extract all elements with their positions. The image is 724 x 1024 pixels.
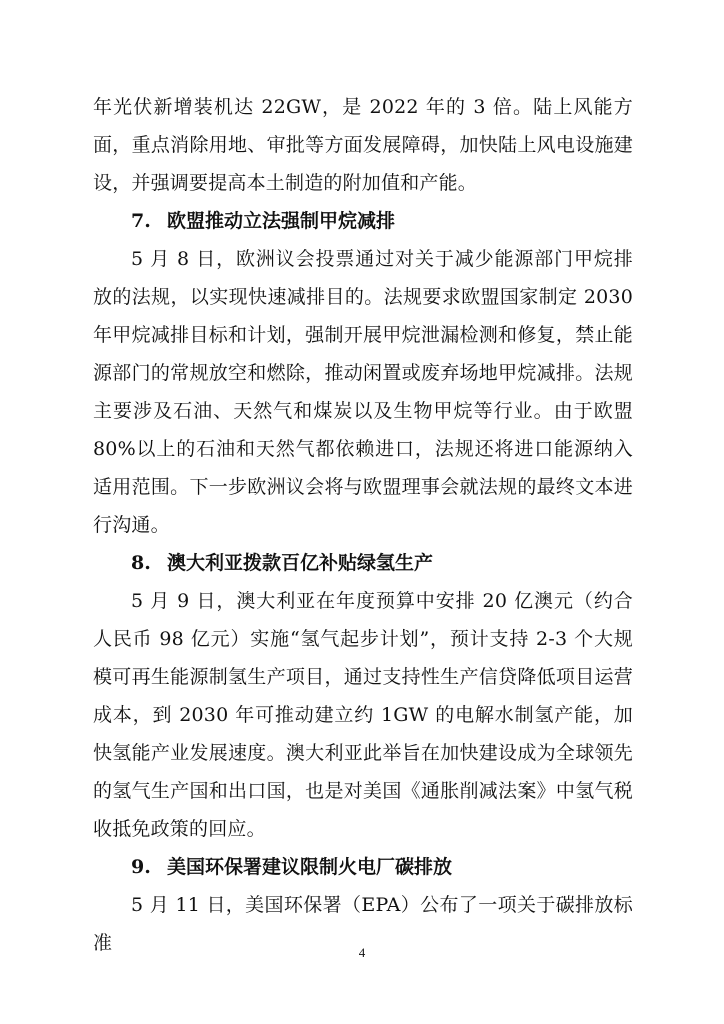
section-title: 美国环保署建议限制火电厂碳排放 — [167, 856, 453, 878]
paragraph-section-7: 5 月 8 日，欧洲议会投票通过对关于减少能源部门甲烷排放的法规，以实现快速减排目的。法规要求欧盟国家制定 2030 年甲烷减排目标和计划，强制开展甲烷泄漏检测和修复，禁止能源部门的常规放空和燃除，推动闲置或废弃场地甲烷减排。法规主要涉及石油、天然气和煤炭以及生物甲烷等行业。由于欧盟 80%以上的石油和天然气都依赖进口，法规还将进口能源纳入适用范围。下一步欧洲议会将与欧盟理事会就法规的最终文本进行沟通。 — [93, 248, 633, 536]
section-number: 9. — [131, 856, 151, 878]
page-number: 4 — [358, 945, 366, 960]
page-content — [93, 88, 633, 962]
section-heading-8 — [93, 544, 633, 582]
section-title: 澳大利亚拨款百亿补贴绿氢生产 — [167, 552, 434, 574]
section-heading-7 — [93, 202, 633, 240]
section-heading-9 — [93, 848, 633, 886]
paragraph-section-9: 5 月 11 日，美国环保署（EPA）公布了一项关于碳排放标准 — [93, 894, 633, 954]
paragraph-section-8: 5 月 9 日，澳大利亚在年度预算中安排 20 亿澳元（约合人民币 98 亿元）实施“氢气起步计划”，预计支持 2-3 个大规模可再生能源制氢生产项目，通过支持性生产信贷降低项目运营成本，到 2030 年可推动建立约 1GW 的电解水制氢产能，加快氢能产业发展速度。澳大利亚此举旨在加快建设成为全球领先的氢气生产国和出口国，也是对美国《通胀削减法案》中氢气税收抵免政策的回应。 — [93, 590, 633, 840]
section-number: 7. — [131, 210, 151, 232]
section-title: 欧盟推动立法强制甲烷减排 — [167, 210, 396, 232]
section-number: 8. — [131, 552, 151, 574]
paragraph-continuation: 年光伏新增装机达 22GW，是 2022 年的 3 倍。陆上风能方面，重点消除用地、审批等方面发展障碍，加快陆上风电设施建设，并强调要提高本土制造的附加值和产能。 — [93, 96, 633, 194]
